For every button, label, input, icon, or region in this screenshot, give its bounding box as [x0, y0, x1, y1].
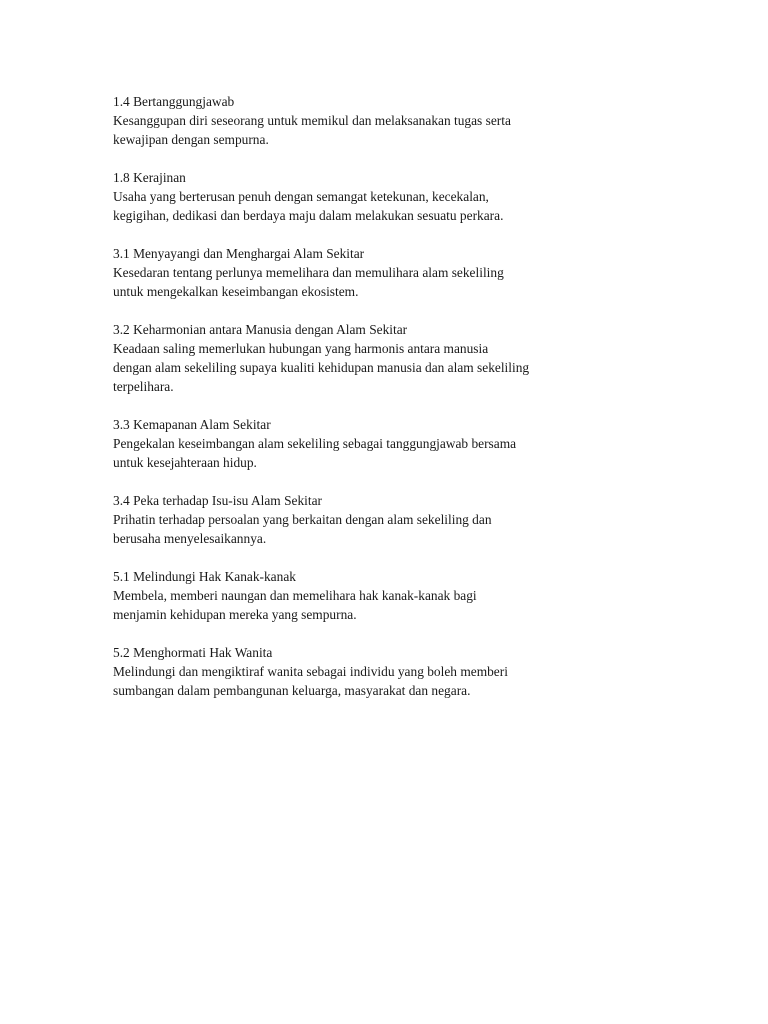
- section-text-line: untuk kesejahteraan hidup.: [113, 455, 257, 470]
- section-heading: 5.1 Melindungi Hak Kanak-kanak: [113, 569, 296, 584]
- section-text-line: sumbangan dalam pembangunan keluarga, masyarakat dan negara.: [113, 683, 471, 698]
- section-text-line: terpelihara.: [113, 379, 174, 394]
- section-heading: 3.1 Menyayangi dan Menghargai Alam Sekitar: [113, 246, 365, 261]
- section-text-line: kegigihan, dedikasi dan berdaya maju dalam melakukan sesuatu perkara.: [113, 208, 504, 223]
- section-heading: 1.8 Kerajinan: [113, 170, 186, 185]
- section-text-line: Keadaan saling memerlukan hubungan yang harmonis antara manusia: [113, 341, 489, 356]
- value-section: [113, 643, 673, 700]
- value-section: [113, 320, 673, 396]
- section-text-line: dengan alam sekeliling supaya kualiti kehidupan manusia dan alam sekeliling: [113, 360, 530, 375]
- section-heading: 3.2 Keharmonian antara Manusia dengan Alam Sekitar: [113, 322, 408, 337]
- section-text-line: Prihatin terhadap persoalan yang berkaitan dengan alam sekeliling dan: [113, 512, 492, 527]
- value-section: [113, 168, 673, 225]
- value-section: [113, 491, 673, 548]
- value-section: [113, 244, 673, 301]
- section-text-line: Kesanggupan diri seseorang untuk memikul dan melaksanakan tugas serta: [113, 113, 511, 128]
- section-text-line: Membela, memberi naungan dan memelihara hak kanak-kanak bagi: [113, 588, 477, 603]
- document-body: [113, 92, 673, 719]
- section-text-line: menjamin kehidupan mereka yang sempurna.: [113, 607, 357, 622]
- section-heading: 3.4 Peka terhadap Isu-isu Alam Sekitar: [113, 493, 322, 508]
- section-text-line: berusaha menyelesaikannya.: [113, 531, 267, 546]
- section-text-line: Melindungi dan mengiktiraf wanita sebagai individu yang boleh memberi: [113, 664, 508, 679]
- section-heading: 3.3 Kemapanan Alam Sekitar: [113, 417, 271, 432]
- section-heading: 5.2 Menghormati Hak Wanita: [113, 645, 273, 660]
- value-section: [113, 415, 673, 472]
- section-text-line: kewajipan dengan sempurna.: [113, 132, 269, 147]
- value-section: [113, 567, 673, 624]
- section-text-line: untuk mengekalkan keseimbangan ekosistem.: [113, 284, 359, 299]
- section-text-line: Kesedaran tentang perlunya memelihara dan memulihara alam sekeliling: [113, 265, 504, 280]
- section-heading: 1.4 Bertanggungjawab: [113, 94, 235, 109]
- value-section: [113, 92, 673, 149]
- section-text-line: Pengekalan keseimbangan alam sekeliling sebagai tanggungjawab bersama: [113, 436, 517, 451]
- section-text-line: Usaha yang berterusan penuh dengan semangat ketekunan, kecekalan,: [113, 189, 489, 204]
